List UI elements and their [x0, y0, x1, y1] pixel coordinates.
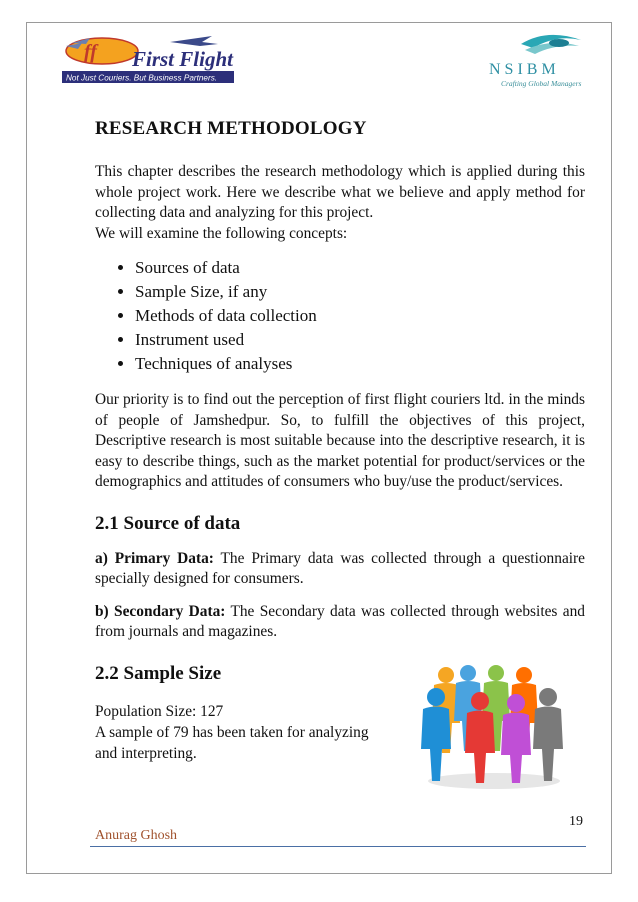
section-title-sample: 2.2 Sample Size [95, 662, 222, 684]
page-title: RESEARCH METHODOLOGY [95, 118, 367, 139]
concepts-list [95, 256, 585, 376]
intro-paragraph: This chapter describes the research methodology which is applied during this whole project work. Here we describe what we believe and apply method for collecting data and analyzing for this project. [95, 163, 585, 221]
logo-left-name: First Flight [132, 47, 233, 71]
sample-line-1: A sample of 79 has been taken for analyzing [95, 723, 369, 741]
nsibm-logo [485, 30, 607, 92]
population-size: Population Size: 127 [95, 702, 224, 720]
svg-text:ff: ff [84, 41, 97, 63]
logo-right-name: NSIBM [489, 61, 560, 78]
list-item: • Instrument used [135, 328, 585, 352]
primary-data-paragraph [95, 549, 585, 590]
logo-left-tagline: Not Just Couriers. But Business Partners. [66, 73, 218, 83]
secondary-data-text: The Secondary data was collected through websites and from journals and magazines. [95, 602, 585, 640]
intro-concepts-lead: We will examine the following concepts: [95, 224, 348, 242]
footer-rule [90, 846, 586, 847]
list-item: • Sources of data [135, 256, 585, 280]
footer-author: Anurag Ghosh [95, 828, 178, 843]
people-group-illustration [420, 665, 568, 790]
section-title-source: 2.1 Source of data [95, 512, 241, 534]
page-number: 19 [569, 814, 583, 829]
primary-data-label: a) Primary Data: [95, 549, 214, 567]
logo-right-tagline: Crafting Global Managers [501, 79, 582, 88]
first-flight-logo [62, 34, 234, 84]
sample-size-text [95, 701, 405, 764]
list-item: • Techniques of analyses [135, 352, 585, 376]
priority-paragraph: Our priority is to find out the perception of first flight couriers ltd. in the minds of people of Jamshedpur. So, to fulfill the objectives of this project, Descriptive research is most suitable because into the descriptive research, it is easy to describe things, such as the market potential for product/services or the demographics and attitudes of consumers who buy/use the product/services. [95, 391, 585, 490]
sample-line-2: and interpreting. [95, 744, 197, 762]
secondary-data-label: b) Secondary Data: [95, 602, 226, 620]
primary-data-text: The Primary data was collected through a questionnaire specially designed for consumers. [95, 549, 586, 587]
list-item: • Methods of data collection [135, 304, 585, 328]
secondary-data-paragraph [95, 602, 585, 643]
list-item: • Sample Size, if any [135, 280, 585, 304]
